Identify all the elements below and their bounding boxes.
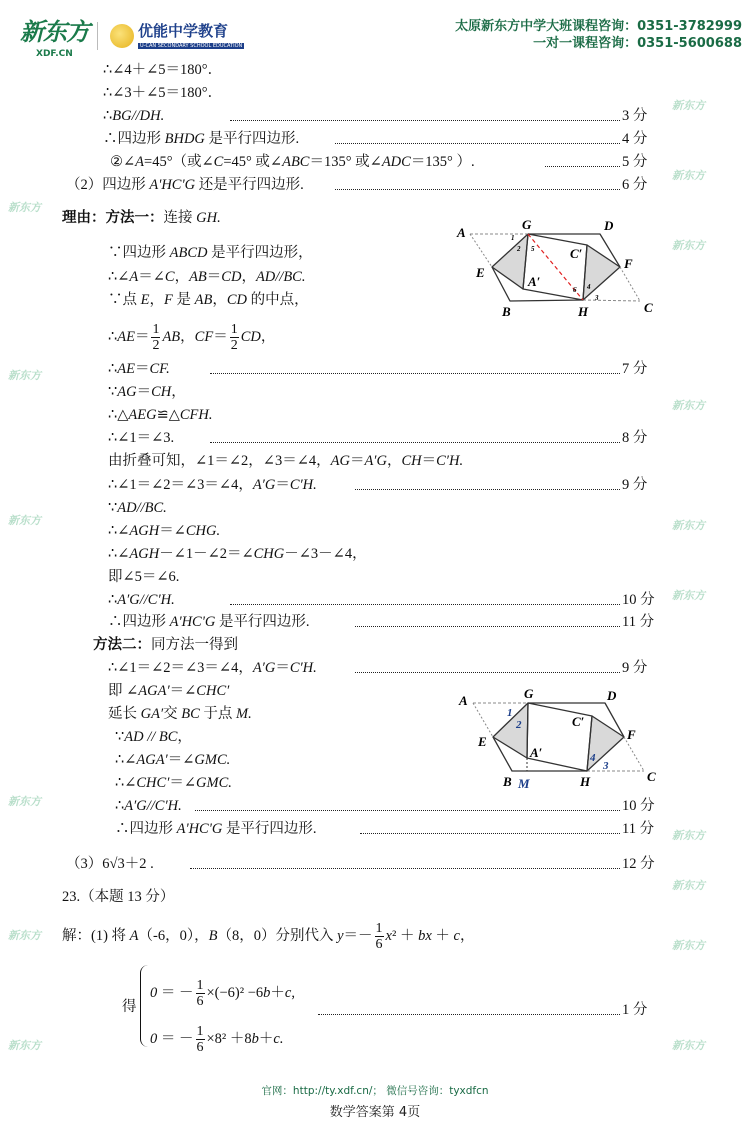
text-segment: 还是平行四边形. bbox=[195, 177, 304, 193]
text-segment: 是平行四边形. bbox=[204, 131, 300, 147]
text-segment: ＝135° ）. bbox=[410, 154, 475, 170]
text-segment: 23.（本题 13 分） bbox=[62, 889, 175, 905]
text-segment: 即 ∠ bbox=[108, 683, 139, 699]
score: 3 分 bbox=[622, 108, 648, 124]
text-segment: ＝ bbox=[136, 384, 152, 400]
figure-label: M bbox=[518, 776, 530, 791]
figure-label: 2 bbox=[516, 719, 522, 731]
watermark: 新东方 bbox=[8, 201, 41, 214]
text-segment: ＝∠ bbox=[169, 775, 197, 791]
text-segment: ×(−6)² −6 bbox=[206, 984, 264, 1001]
text-segment: ∴∠ bbox=[108, 546, 130, 562]
watermark: 新东方 bbox=[672, 589, 705, 602]
math-term: A′G//C′H. bbox=[124, 798, 182, 814]
text-segment: ＋ bbox=[431, 927, 454, 944]
text-segment: ＝∠ bbox=[159, 523, 186, 539]
text-segment: ， bbox=[171, 384, 186, 400]
score: 7 分 bbox=[622, 361, 648, 377]
text-segment: ， bbox=[212, 292, 227, 308]
figure-label: 6 bbox=[573, 286, 577, 294]
text-segment: ∴四边形 bbox=[103, 131, 165, 147]
text-segment: ， bbox=[180, 328, 195, 345]
math-term: AB bbox=[162, 328, 181, 345]
figure-label: A′ bbox=[528, 274, 541, 289]
text-segment: ∴∠1＝∠3. bbox=[108, 430, 175, 446]
text-segment: ， bbox=[174, 269, 190, 285]
math-term: y bbox=[337, 927, 344, 944]
text-segment: , bbox=[291, 984, 295, 1001]
figure-label: H bbox=[578, 304, 589, 319]
text-segment: ∴∠1＝∠2＝∠3＝∠4， bbox=[108, 477, 253, 493]
math-term: A'HC'G bbox=[149, 177, 196, 193]
figure-label: H bbox=[580, 774, 591, 789]
math-term: CF bbox=[194, 328, 214, 345]
math-term: B bbox=[208, 927, 218, 944]
figure-label: F bbox=[624, 256, 633, 271]
figure-label: C bbox=[644, 300, 653, 315]
text-segment: ≌△ bbox=[156, 407, 180, 423]
text-segment: ， bbox=[459, 927, 475, 944]
text-segment: ＝ － bbox=[157, 984, 194, 1001]
figure-label: E bbox=[476, 265, 485, 280]
text-segment: ∴∠3＋∠5＝180°． bbox=[103, 85, 223, 101]
text-segment: ， bbox=[177, 729, 192, 745]
figure-label: 4 bbox=[590, 752, 596, 764]
text-segment: ＝∠ bbox=[167, 752, 195, 768]
text-segment: （-6，0）， bbox=[138, 927, 209, 944]
footer-website: 官网：http://ty.xdf.cn/； 微信号咨询：tyxdfcn bbox=[261, 1085, 489, 1097]
figure-label: D bbox=[604, 218, 614, 233]
math-term: GA′ bbox=[140, 706, 164, 722]
math-term: GMC. bbox=[194, 752, 231, 768]
text-segment: 由折叠可知，∠1＝∠2，∠3＝∠4， bbox=[108, 453, 331, 469]
text-segment: ＝ bbox=[134, 361, 150, 377]
math-term: AD//BC. bbox=[255, 269, 306, 285]
denominator: 6 bbox=[375, 937, 383, 952]
text-segment: ∴∠ bbox=[115, 752, 137, 768]
contact-line-1: 太原新东方中学大班课程咨询：0351-3782999 bbox=[455, 19, 742, 34]
math-term: CHG. bbox=[185, 523, 221, 539]
score: 9 分 bbox=[622, 477, 648, 493]
score: 9 分 bbox=[622, 660, 648, 676]
text-segment: ＝ bbox=[349, 453, 365, 469]
figure-label: 5 bbox=[531, 245, 535, 253]
text-segment: ∴∠ bbox=[108, 269, 130, 285]
text-segment: =45° 或∠ bbox=[223, 154, 283, 170]
math-term: C′H. bbox=[289, 660, 317, 676]
figure-label: 3 bbox=[595, 294, 599, 302]
watermark: 新东方 bbox=[672, 519, 705, 532]
math-term: A'HC'G bbox=[169, 614, 216, 630]
text-segment: ∵点 bbox=[108, 292, 141, 308]
math-term: AGH bbox=[129, 523, 160, 539]
math-term: 0 bbox=[150, 1030, 158, 1047]
text-segment: ∴四边形 bbox=[108, 614, 170, 630]
math-term: A'HC'G bbox=[176, 821, 223, 837]
math-term: AB bbox=[189, 269, 207, 285]
math-term: ADC bbox=[381, 154, 411, 170]
text-segment: 延长 bbox=[108, 706, 141, 722]
text-segment: ＝ bbox=[275, 477, 290, 493]
denominator: 6 bbox=[196, 1040, 204, 1055]
score: 12 分 bbox=[622, 856, 655, 872]
figure-label: 2 bbox=[517, 245, 521, 253]
math-term: A′G bbox=[252, 660, 276, 676]
watermark: 新东方 bbox=[672, 169, 705, 182]
math-term: c bbox=[453, 927, 460, 944]
math-term: b bbox=[251, 1030, 259, 1047]
watermark: 新东方 bbox=[672, 1039, 705, 1052]
score: 4 分 bbox=[622, 131, 648, 147]
figure-2-shapes bbox=[473, 703, 644, 771]
math-term: AE bbox=[117, 328, 135, 345]
text-segment: ＝ bbox=[206, 269, 222, 285]
figure-label: A bbox=[457, 225, 466, 240]
text-segment: 是平行四边形. bbox=[215, 614, 310, 630]
text-segment: =45°（或∠ bbox=[144, 154, 214, 170]
math-term: CH bbox=[151, 384, 172, 400]
watermark: 新东方 bbox=[672, 239, 705, 252]
text-segment: ∴ bbox=[108, 328, 118, 345]
watermark: 新东方 bbox=[8, 1039, 41, 1052]
math-term: AGH bbox=[129, 546, 160, 562]
math-term: AE bbox=[117, 361, 135, 377]
math-term: CF. bbox=[149, 361, 170, 377]
math-term: GMC. bbox=[196, 775, 232, 791]
text-segment: ∴∠ bbox=[108, 523, 130, 539]
text-segment: 同方法一得到 bbox=[151, 637, 238, 653]
figure-label: 4 bbox=[587, 283, 591, 291]
watermark: 新东方 bbox=[8, 514, 41, 527]
text-segment: ×8² ＋8 bbox=[206, 1030, 252, 1047]
score: 11 分 bbox=[622, 614, 655, 630]
math-term: ABC bbox=[282, 154, 310, 170]
watermark: 新东方 bbox=[8, 369, 41, 382]
math-term: E bbox=[140, 292, 150, 308]
text-segment: 是平行四边形. bbox=[222, 821, 317, 837]
text-segment: ＝ bbox=[421, 453, 437, 469]
math-term: AG bbox=[330, 453, 350, 469]
text-segment: （2）四边形 bbox=[66, 177, 150, 193]
score: 1 分 bbox=[622, 1002, 648, 1018]
math-term: CHG bbox=[253, 546, 285, 562]
figure-label: A′ bbox=[530, 745, 543, 760]
text-segment: ＝135° 或∠ bbox=[309, 154, 382, 170]
math-term: CFH. bbox=[179, 407, 213, 423]
math-term: c bbox=[284, 984, 292, 1001]
text-segment: 解：(1) 将 bbox=[62, 927, 130, 944]
text-segment: ∴△ bbox=[108, 407, 129, 423]
text-segment: ＝∠ bbox=[138, 269, 165, 285]
denominator: 6 bbox=[196, 994, 204, 1009]
text-segment: ＝ bbox=[275, 660, 290, 676]
text-segment: ＝∠ bbox=[169, 683, 197, 699]
text-segment: ∴ bbox=[103, 108, 113, 124]
numerator: 1 bbox=[152, 322, 160, 337]
math-term: b bbox=[263, 984, 271, 1001]
text-segment: 即∠5＝∠6. bbox=[108, 569, 180, 585]
text-segment: 连接 bbox=[163, 210, 197, 226]
figure-label: 1 bbox=[511, 234, 515, 242]
figure-label: B bbox=[503, 774, 512, 789]
xdf-logo-sub: XDF.CN bbox=[36, 49, 73, 59]
contact-line-2: 一对一课程咨询：0351-5600688 bbox=[533, 36, 742, 51]
text-segment: －∠3－∠4， bbox=[284, 546, 367, 562]
text-segment: 的中点， bbox=[246, 292, 309, 308]
xdf-logo: 新东方 bbox=[20, 18, 89, 46]
text-segment: ∴四边形 bbox=[115, 821, 177, 837]
math-term: A′G//C′H. bbox=[117, 592, 175, 608]
figure-label: G bbox=[524, 686, 534, 701]
text-segment: ＋ bbox=[270, 984, 285, 1001]
numerator: 1 bbox=[375, 921, 383, 936]
text-segment: ² ＋ bbox=[391, 927, 419, 944]
math-term: CHC′ bbox=[136, 775, 170, 791]
math-term: BC bbox=[181, 706, 200, 722]
math-term: AD//BC. bbox=[117, 500, 167, 516]
text-segment: 是 bbox=[172, 292, 195, 308]
figure-label: C′ bbox=[572, 714, 585, 729]
math-term: C′H. bbox=[436, 453, 464, 469]
math-term: A′G bbox=[364, 453, 387, 469]
text-segment: ∴ bbox=[108, 361, 118, 377]
figure-label: F bbox=[627, 727, 636, 742]
system-prefix: 得 bbox=[122, 999, 137, 1015]
numerator: 1 bbox=[196, 978, 204, 993]
text-segment: ＝ － bbox=[157, 1030, 194, 1047]
math-term: A bbox=[129, 269, 139, 285]
numerator: 1 bbox=[230, 322, 238, 337]
text-segment: ＝ bbox=[134, 328, 150, 345]
text-segment: ∵四边形 bbox=[108, 245, 170, 261]
math-term: C′H. bbox=[289, 477, 317, 493]
score: 5 分 bbox=[622, 154, 648, 170]
text-segment: ＝－ bbox=[343, 927, 373, 944]
denominator: 2 bbox=[230, 338, 238, 353]
text-segment: ∴ bbox=[115, 798, 125, 814]
text-segment: ∴∠1＝∠2＝∠3＝∠4， bbox=[108, 660, 253, 676]
figure-label: C′ bbox=[570, 246, 583, 261]
text-segment: ， bbox=[149, 292, 164, 308]
math-term: CD bbox=[240, 328, 261, 345]
math-term: CHC′ bbox=[196, 683, 230, 699]
watermark: 新东方 bbox=[8, 795, 41, 808]
text-segment: ∴∠4＋∠5＝180°． bbox=[103, 62, 223, 78]
text-segment: 理由：方法一： bbox=[62, 210, 164, 226]
text-segment: 于点 bbox=[199, 706, 237, 722]
text-segment: ∵ bbox=[108, 384, 118, 400]
math-term: C bbox=[213, 154, 224, 170]
text-segment: ∴∠ bbox=[115, 775, 137, 791]
score: 10 分 bbox=[622, 592, 655, 608]
figure-label: B bbox=[502, 304, 511, 319]
ucan-brand-sub: U-CAN SECONDARY SCHOOL EDUCATION bbox=[140, 43, 243, 49]
score: 10 分 bbox=[622, 798, 655, 814]
text-segment: ∴ bbox=[108, 592, 118, 608]
text-segment: ＋ bbox=[258, 1030, 274, 1047]
text-segment: ， bbox=[241, 269, 256, 285]
math-term: AB bbox=[194, 292, 213, 308]
text-segment: ， bbox=[386, 453, 402, 469]
figure-label: E bbox=[478, 734, 487, 749]
math-term: A bbox=[129, 927, 139, 944]
dashed-FC bbox=[624, 737, 644, 771]
math-term: CH bbox=[401, 453, 422, 469]
ucan-brand: 优能中学教育 bbox=[138, 22, 229, 40]
figure-label: A bbox=[459, 693, 468, 708]
text-segment: （8，0）分别代入 bbox=[217, 927, 338, 944]
text-segment: 是平行四边形， bbox=[207, 245, 313, 261]
math-term: bx bbox=[418, 927, 432, 944]
text-segment: ， bbox=[260, 328, 276, 345]
numerator: 1 bbox=[196, 1024, 204, 1039]
math-term: M. bbox=[236, 706, 252, 722]
math-term: AD // BC bbox=[124, 729, 178, 745]
dashed-AE bbox=[473, 703, 493, 737]
math-term: CD bbox=[226, 292, 247, 308]
math-term: CD bbox=[221, 269, 242, 285]
figure-label: D bbox=[607, 688, 617, 703]
text-segment: （3）6√3＋2 . bbox=[66, 856, 154, 872]
figure-label: G bbox=[522, 217, 532, 232]
math-term: AGA′ bbox=[136, 752, 168, 768]
math-term: c. bbox=[273, 1030, 284, 1047]
math-term: AGA′ bbox=[138, 683, 170, 699]
math-term: AG bbox=[117, 384, 137, 400]
text-segment: 交 bbox=[163, 706, 182, 722]
text-segment: ②∠ bbox=[110, 154, 136, 170]
text-segment: ∵ bbox=[115, 729, 125, 745]
score: 8 分 bbox=[622, 430, 648, 446]
figure-label: C bbox=[647, 769, 656, 784]
math-term: ABCD bbox=[169, 245, 208, 261]
text-segment: ＝ bbox=[213, 328, 228, 345]
math-term: A′G bbox=[252, 477, 276, 493]
text-segment: 方法二： bbox=[93, 637, 151, 653]
math-term: BG//DH. bbox=[112, 108, 165, 124]
denominator: 2 bbox=[152, 338, 160, 353]
math-term: C bbox=[164, 269, 175, 285]
score: 11 分 bbox=[622, 821, 655, 837]
math-term: BHDG bbox=[164, 131, 205, 147]
math-term: 0 bbox=[150, 984, 158, 1001]
math-term: F bbox=[163, 292, 173, 308]
text-segment: ∵ bbox=[108, 500, 118, 516]
figure-label: 1 bbox=[507, 707, 513, 719]
math-term: A bbox=[135, 154, 145, 170]
watermark: 新东方 bbox=[672, 399, 705, 412]
watermark: 新东方 bbox=[672, 99, 705, 112]
figure-label: 3 bbox=[603, 760, 609, 772]
watermark: 新东方 bbox=[672, 829, 705, 842]
math-term: AEG bbox=[128, 407, 157, 423]
text-segment: －∠1－∠2＝∠ bbox=[159, 546, 254, 562]
watermark: 新东方 bbox=[672, 939, 705, 952]
page-number: 数学答案第 4页 bbox=[329, 1105, 421, 1120]
math-term: GH. bbox=[196, 210, 221, 226]
watermark: 新东方 bbox=[8, 929, 41, 942]
math-term: x bbox=[385, 927, 392, 944]
watermark: 新东方 bbox=[672, 879, 705, 892]
score: 6 分 bbox=[622, 177, 648, 193]
